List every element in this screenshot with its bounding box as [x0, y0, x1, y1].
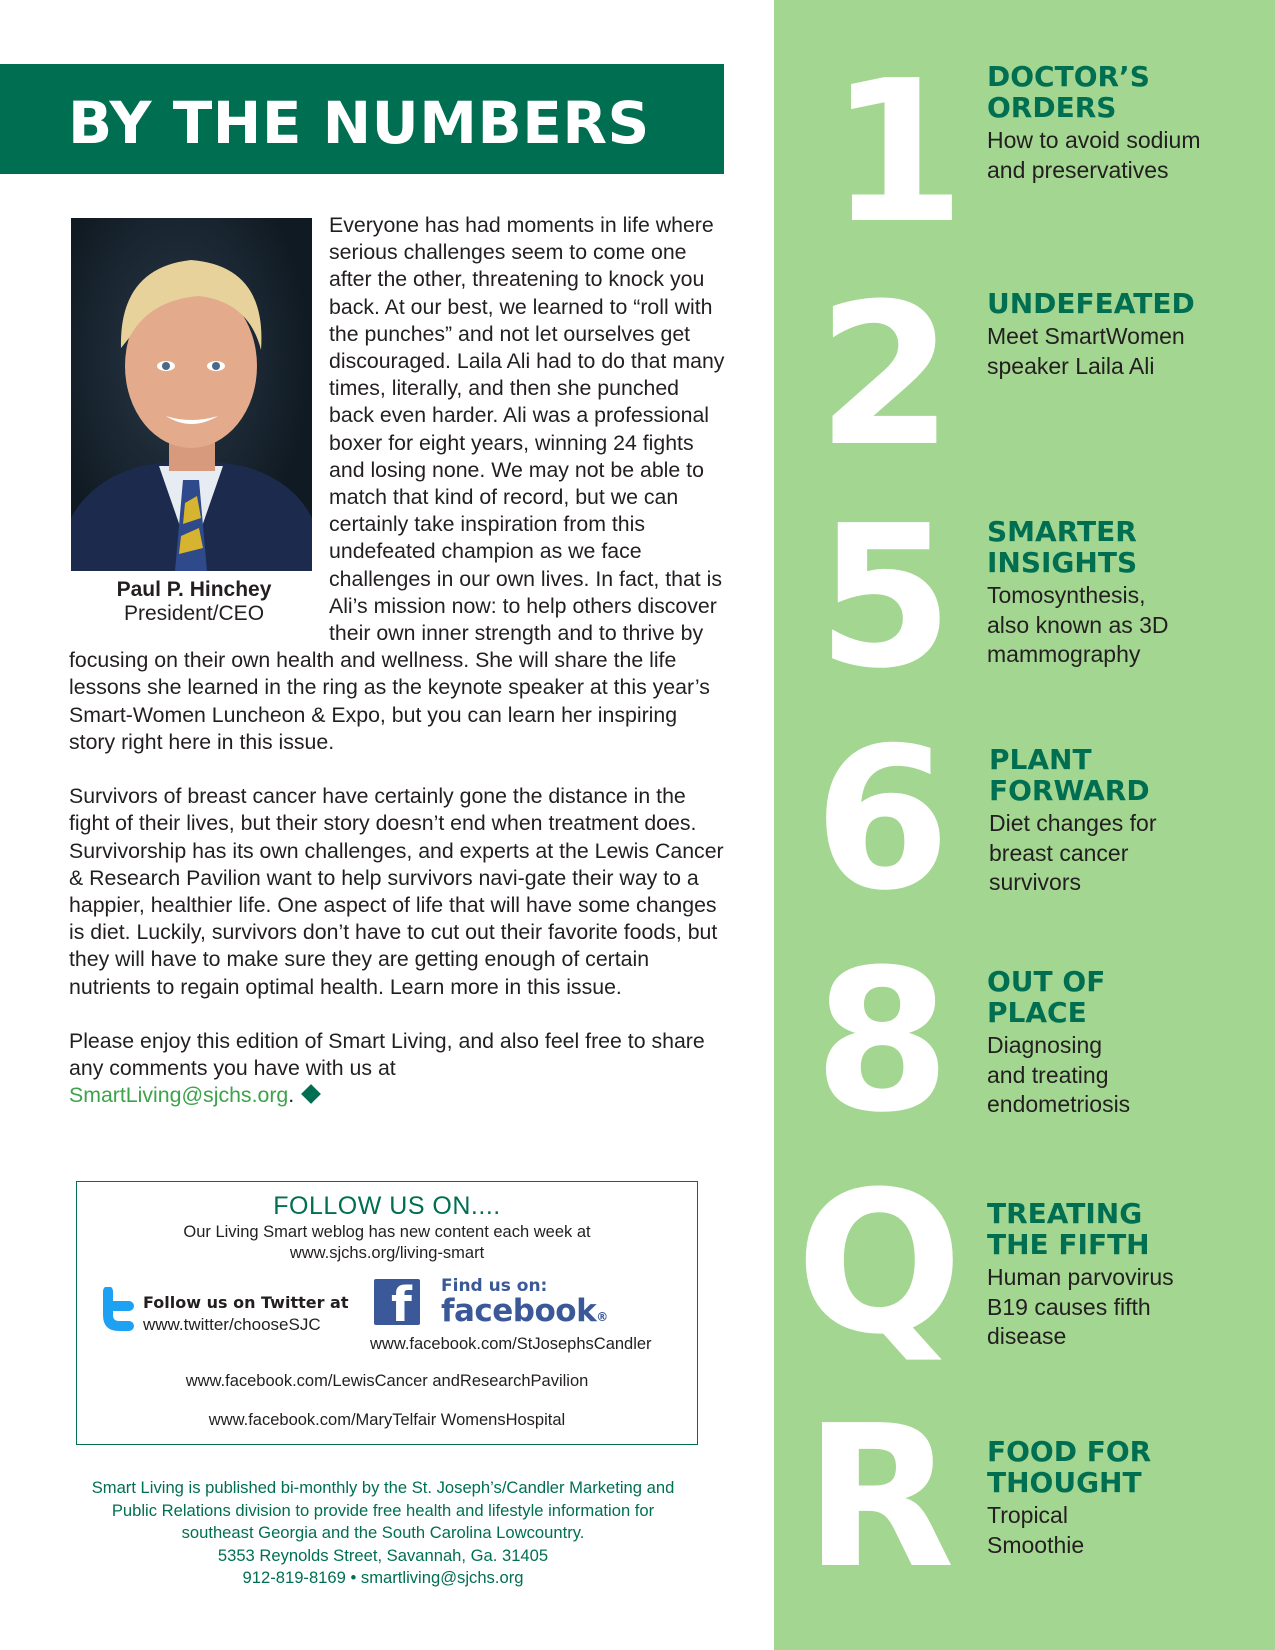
article-paragraph-3: [69, 1028, 729, 1110]
item-number: 8: [814, 928, 951, 1156]
item-heading: TREATING THE FIFTH: [987, 1197, 1150, 1261]
follow-us-box: [76, 1181, 698, 1445]
item-number: Q: [796, 1150, 963, 1378]
item-number: 2: [817, 262, 954, 490]
registered-mark: ®: [596, 1310, 608, 1324]
footer-line-2: Public Relations division to provide free health and lifestyle information for: [111, 1500, 655, 1520]
twitter-block: [143, 1292, 349, 1336]
end-punct: .: [288, 1083, 295, 1108]
item-description: Human parvovirus B19 causes fifth disease: [987, 1264, 1174, 1349]
email-link[interactable]: SmartLiving@sjchs.org: [69, 1083, 289, 1108]
header-banner: [0, 64, 724, 174]
item-heading: UNDEFEATED: [987, 287, 1195, 320]
twitter-link[interactable]: www.twitter/chooseSJC: [143, 1315, 321, 1334]
twitter-icon[interactable]: [99, 1287, 135, 1331]
item-number: R: [804, 1384, 955, 1612]
item-heading: SMARTER INSIGHTS: [987, 515, 1138, 579]
item-number: 6: [814, 706, 951, 934]
facebook-icon[interactable]: f: [374, 1279, 420, 1325]
item-description: Meet SmartWomen speaker Laila Ali: [987, 323, 1185, 379]
contents-sidebar: [774, 0, 1275, 1650]
facebook-wordmark: facebook: [441, 1293, 597, 1329]
item-description: Tomosynthesis, also known as 3D mammography: [987, 582, 1169, 667]
item-number: 5: [817, 484, 954, 712]
item-heading: DOCTOR’S ORDERS: [987, 60, 1150, 124]
article-body: [69, 212, 729, 1137]
follow-subtitle: [77, 1222, 697, 1264]
follow-subtitle-line-1: Our Living Smart weblog has new content each week at: [183, 1223, 591, 1241]
footer-address: 5353 Reynolds Street, Savannah, Ga. 31405: [217, 1545, 549, 1565]
footer-line-3: southeast Georgia and the South Carolina Lowcountry.: [181, 1523, 585, 1542]
article-paragraph-2: Survivors of breast cancer have certainly gone the distance in the fight of their lives, but their story doesn’t end when treatment does. Survivorship has its own challenges, and experts at the Lewis Cancer & Research Pavilion want to help survivors navi-gate their way to a happier, healthier life. One aspect of life that will have some changes is diet. Luckily, survivors don’t have to cut out their favorite foods, but they will have to make sure they are getting enough of certain nutrients to regain optimal health. Learn more in this issue.: [69, 784, 724, 999]
item-description: Diagnosing and treating endometriosis: [987, 1032, 1131, 1117]
page-title: BY THE NUMBERS: [68, 89, 650, 157]
item-description: Tropical Smoothie: [987, 1502, 1085, 1558]
item-heading: OUT OF PLACE: [987, 965, 1106, 1029]
diamond-icon: [301, 1085, 321, 1105]
facebook-link-stjosephs[interactable]: www.facebook.com/StJosephsCandler: [370, 1335, 652, 1353]
item-number: 1: [829, 39, 966, 267]
footer-line-1: Smart Living is published bi-monthly by the St. Joseph’s/Candler Marketing and: [91, 1478, 675, 1497]
item-description: How to avoid sodium and preservatives: [987, 127, 1201, 183]
photo-spacer: [69, 212, 329, 634]
publication-footer: [60, 1477, 706, 1590]
author-role: President/CEO: [123, 602, 265, 625]
author-name: Paul P. Hinchey: [116, 578, 272, 601]
facebook-find-label: Find us on:: [441, 1276, 548, 1296]
facebook-link-marytelfair[interactable]: www.facebook.com/MaryTelfair WomensHospital: [208, 1411, 566, 1429]
article-paragraph-1: Everyone has had moments in life where serious challenges seem to come one after the other, threatening to knock you back. At our best, we learned to “roll with the punches” and not let ourselves get discouraged. Laila Ali had to do that many times, literally, and then she punched back even harder. Ali was a professional boxer for eight years, winning 24 fights and losing none. We may not be able to match that kind of record, but we can certainly take inspiration from this undefeated champion as we face challenges in our own lives. In fact, that is Ali’s mission now: to help others discover their own inner strength and to thrive by focusing on their own health and wellness. She will share the life lessons she learned in the ring as the keynote speaker at this year’s Smart-Women Luncheon & Expo, but you can learn her inspiring story right here in this issue.: [69, 213, 725, 754]
footer-contact[interactable]: 912-819-8169 • smartliving@sjchs.org: [242, 1568, 524, 1587]
facebook-logo: [441, 1293, 608, 1329]
item-description: Diet changes for breast cancer survivors: [989, 810, 1157, 895]
closing-text: Please enjoy this edition of Smart Living, and also feel free to share any comments you have with us at: [69, 1029, 705, 1081]
twitter-label: Follow us on Twitter at: [143, 1293, 349, 1312]
follow-title: FOLLOW US ON....: [273, 1192, 501, 1220]
item-heading: PLANT FORWARD: [989, 743, 1150, 807]
facebook-link-lewis[interactable]: www.facebook.com/LewisCancer andResearchPavilion: [185, 1372, 589, 1390]
item-heading: FOOD FOR THOUGHT: [987, 1435, 1152, 1499]
weblog-link[interactable]: www.sjchs.org/living-smart: [289, 1244, 485, 1262]
